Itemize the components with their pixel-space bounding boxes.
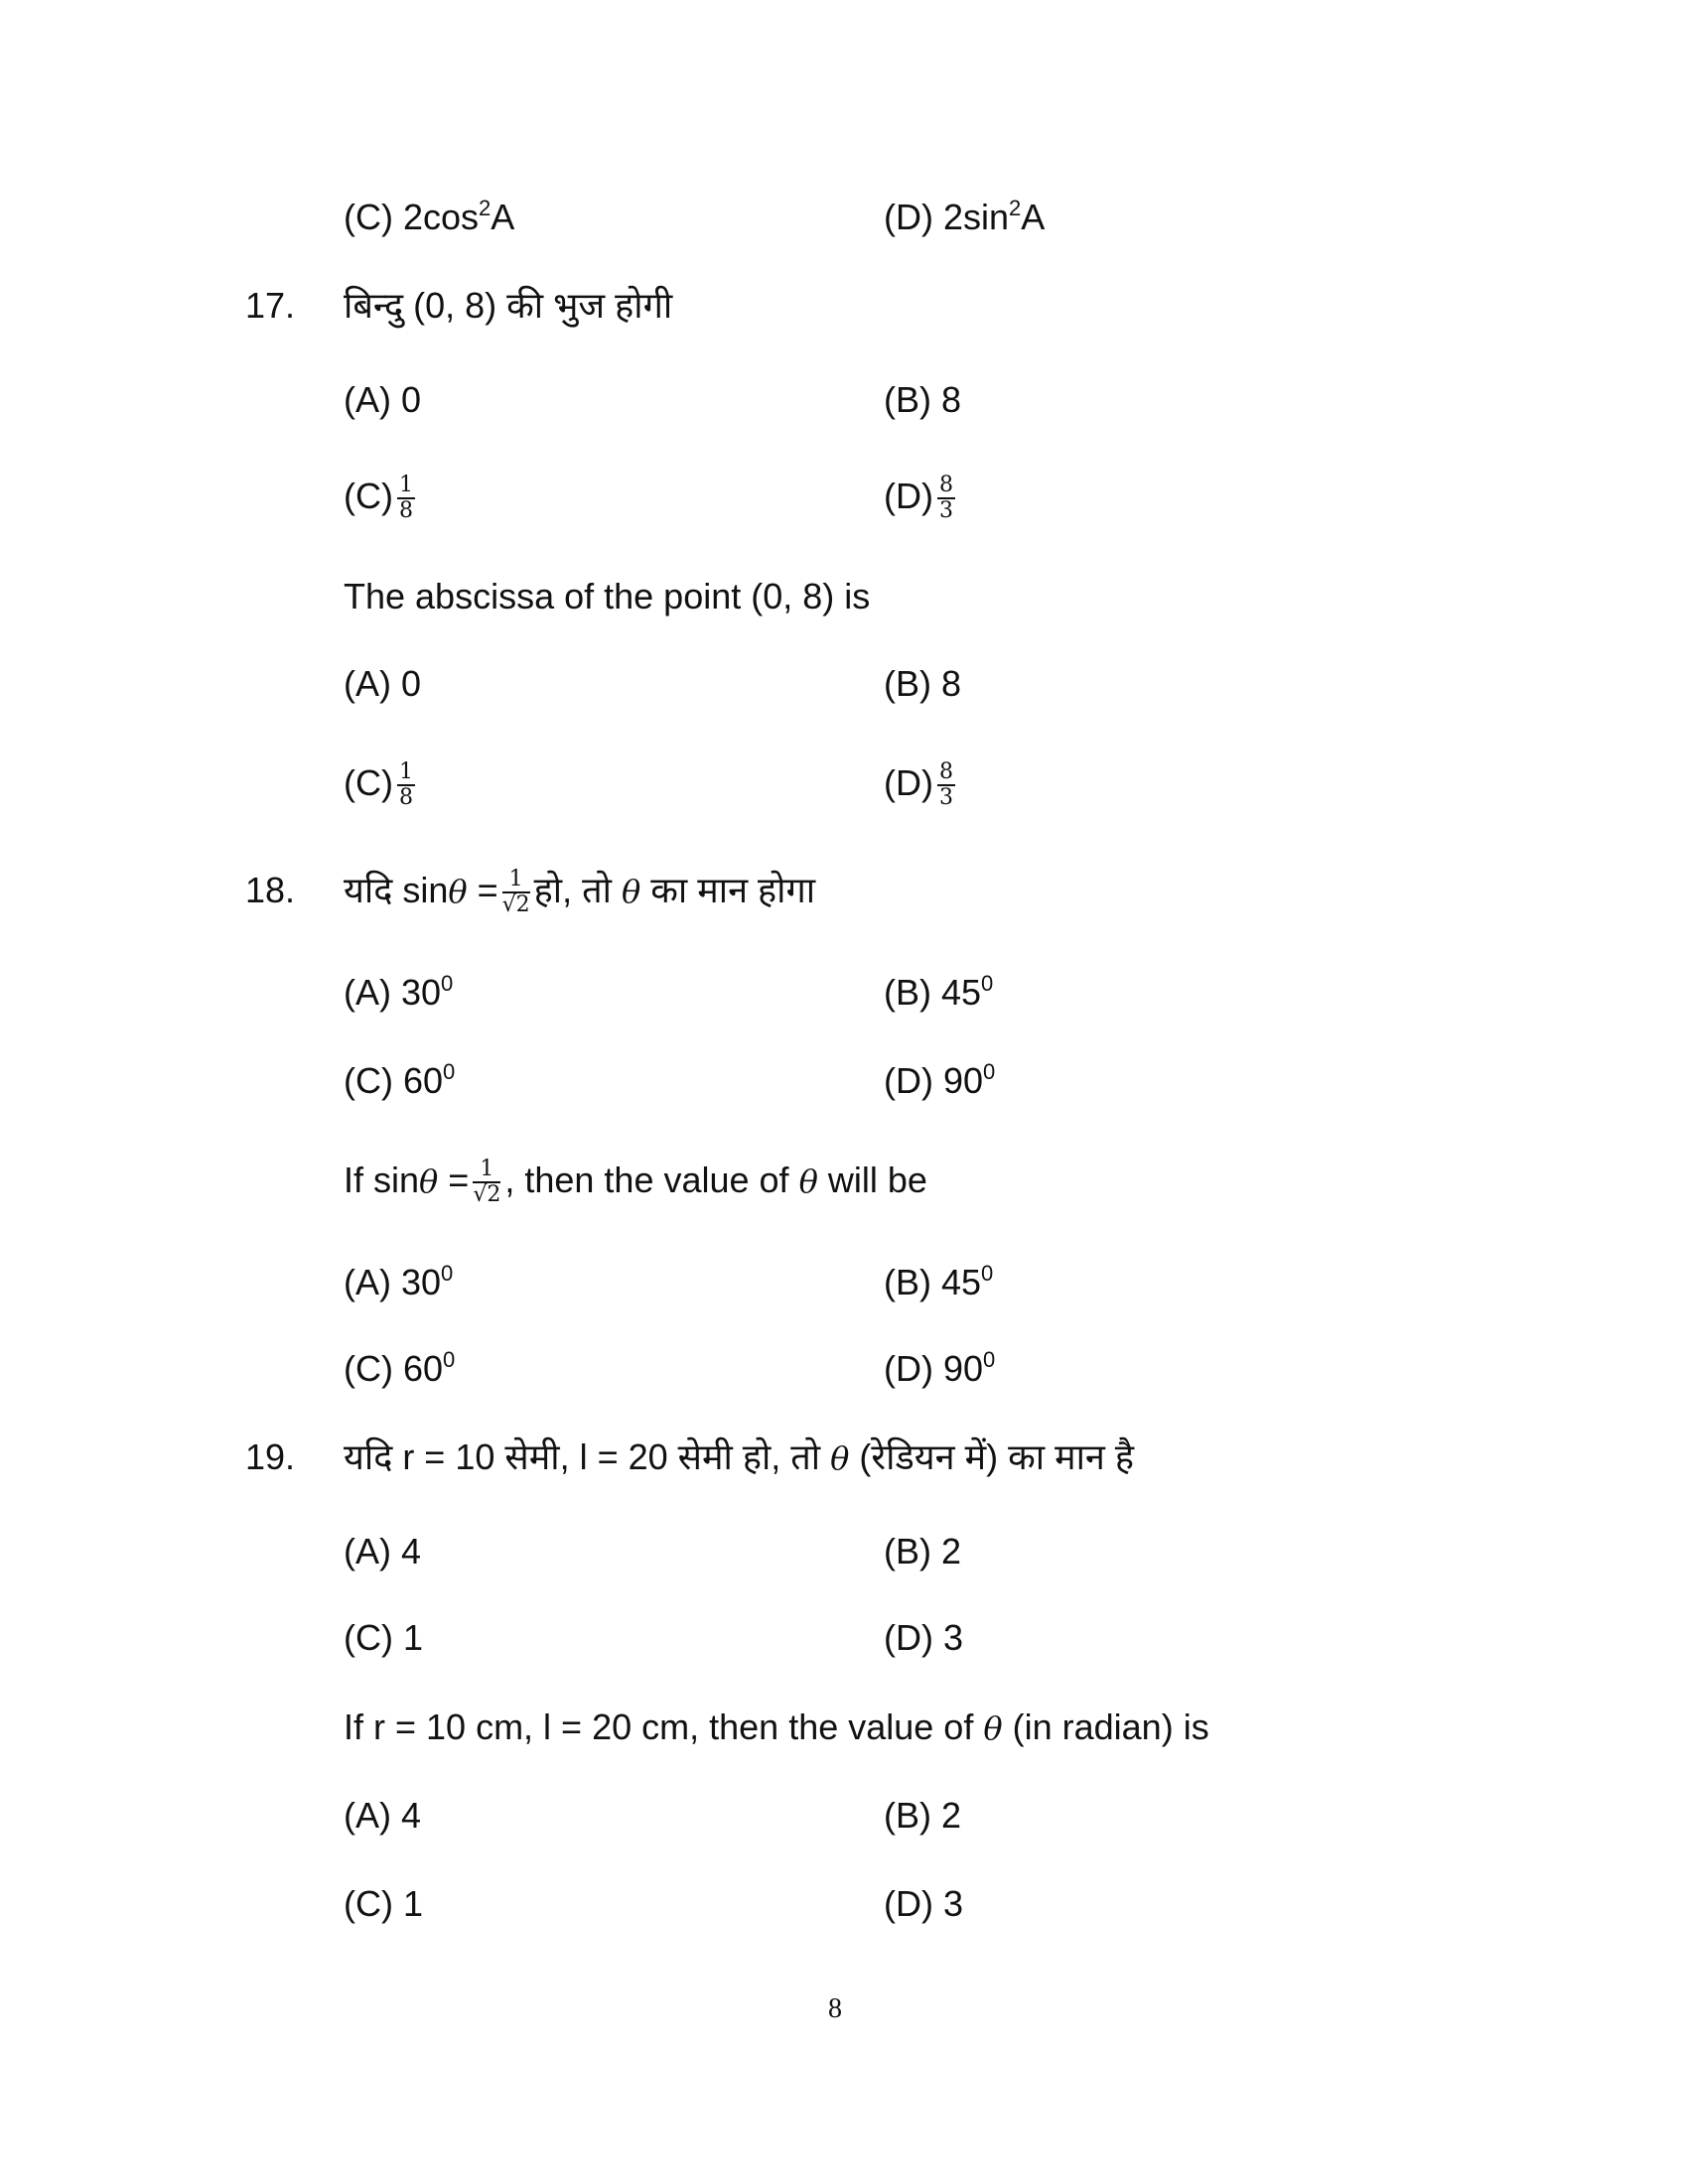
- superscript: 0: [981, 971, 994, 996]
- superscript: 0: [443, 1347, 456, 1372]
- q17-en-option-b: (B) 8: [884, 663, 962, 704]
- q16-option-c: [344, 193, 514, 242]
- q18-number: 18.: [245, 870, 296, 910]
- option-text: (B) 45: [884, 1262, 982, 1302]
- superscript: 2: [1009, 196, 1022, 220]
- theta: θ: [448, 873, 468, 910]
- text: यदि sin: [344, 870, 449, 910]
- q18-hi-option-d: [884, 1056, 995, 1106]
- numerator: 8: [938, 473, 953, 498]
- q17-hindi-question: बिन्दु (0, 8) की भुज होगी: [344, 285, 673, 326]
- numerator: 1: [473, 1158, 500, 1183]
- option-text: (C) 60: [344, 1060, 444, 1101]
- q18-hi-option-b: [884, 968, 993, 1018]
- option-label: (C): [344, 762, 393, 803]
- q18-english-question: [344, 1156, 927, 1208]
- text: will be: [827, 1160, 927, 1200]
- option-label: (D): [884, 762, 933, 803]
- q17-hi-option-c: [344, 472, 419, 524]
- theta: θ: [983, 1709, 1003, 1747]
- option-text: (D) 90: [884, 1060, 984, 1101]
- option-label: (C): [344, 476, 393, 516]
- q17-en-option-d: [884, 758, 959, 811]
- q17-en-option-a: (A) 0: [344, 663, 422, 704]
- q17-hi-option-d: [884, 472, 959, 524]
- denominator: √2: [473, 1182, 501, 1208]
- option-text: (A) 30: [344, 972, 442, 1013]
- q17-hi-option-a: (A) 0: [344, 379, 422, 420]
- numerator: 1: [502, 868, 530, 893]
- q19-hi-option-c: (C) 1: [344, 1617, 423, 1658]
- text: If r = 10 cm, l = 20 cm, then the value of: [344, 1706, 974, 1747]
- denominator: 3: [938, 785, 953, 811]
- q18-en-option-b: [884, 1258, 993, 1307]
- text: हो, तो: [533, 870, 612, 910]
- text: (in radian) is: [1012, 1706, 1209, 1747]
- page-number: 8: [828, 1993, 842, 2024]
- option-text: (B) 45: [884, 972, 982, 1013]
- fraction: [937, 474, 955, 523]
- superscript: 0: [441, 1261, 454, 1286]
- option-text: (D) 90: [884, 1348, 984, 1389]
- q19-hindi-question: [344, 1433, 1134, 1482]
- denominator: 8: [398, 498, 413, 524]
- q18-hindi-question: [344, 866, 816, 918]
- text: , then the value of: [504, 1160, 789, 1200]
- q19-hi-option-d: (D) 3: [884, 1617, 963, 1658]
- q18-hi-option-c: [344, 1056, 455, 1106]
- q18-en-option-d: [884, 1344, 995, 1394]
- q17-en-option-c: [344, 758, 419, 811]
- q18-hi-option-a: [344, 968, 453, 1018]
- option-text: (C) 60: [344, 1348, 444, 1389]
- theta: θ: [830, 1439, 850, 1477]
- superscript: 0: [981, 1261, 994, 1286]
- q17-english-question: The abscissa of the point (0, 8) is: [344, 576, 871, 616]
- option-text: (D) 2sin: [884, 197, 1010, 237]
- fraction: [473, 1158, 500, 1207]
- text: =: [438, 1160, 470, 1200]
- fraction: [937, 760, 955, 810]
- fraction: [397, 760, 415, 810]
- q19-hi-option-a: (A) 4: [344, 1531, 422, 1571]
- superscript: 0: [983, 1059, 996, 1084]
- numerator: 8: [938, 759, 953, 785]
- superscript: 0: [441, 971, 454, 996]
- q19-en-option-d: (D) 3: [884, 1883, 963, 1924]
- q19-hi-option-b: (B) 2: [884, 1531, 962, 1571]
- text: (रेडियन में) का मान है: [859, 1436, 1135, 1477]
- q19-en-option-c: (C) 1: [344, 1883, 423, 1924]
- numerator: 1: [398, 473, 413, 498]
- q18-en-option-a: [344, 1258, 453, 1307]
- option-label: (D): [884, 476, 933, 516]
- q19-en-option-b: (B) 2: [884, 1795, 962, 1836]
- q16-option-d: [884, 193, 1045, 242]
- q19-en-option-a: (A) 4: [344, 1795, 422, 1836]
- text: If sin: [344, 1160, 420, 1200]
- option-text: A: [1021, 197, 1046, 237]
- q18-en-option-c: [344, 1344, 455, 1394]
- fraction: [502, 868, 530, 917]
- theta: θ: [621, 873, 641, 910]
- theta: θ: [798, 1162, 818, 1200]
- q17-hi-option-b: (B) 8: [884, 379, 962, 420]
- denominator: 8: [398, 785, 413, 811]
- text: का मान होगा: [650, 870, 816, 910]
- superscript: 2: [479, 196, 492, 220]
- q19-number: 19.: [245, 1436, 296, 1477]
- numerator: 1: [398, 759, 413, 785]
- option-text: (A) 30: [344, 1262, 442, 1302]
- q17-number: 17.: [245, 285, 296, 326]
- theta: θ: [419, 1162, 439, 1200]
- superscript: 0: [443, 1059, 456, 1084]
- superscript: 0: [983, 1347, 996, 1372]
- fraction: [397, 474, 415, 523]
- text: यदि r = 10 सेमी, l = 20 सेमी हो, तो: [344, 1436, 821, 1477]
- q19-english-question: [344, 1703, 1209, 1752]
- denominator: 3: [938, 498, 953, 524]
- option-text: A: [491, 197, 515, 237]
- text: =: [467, 870, 498, 910]
- option-text: (C) 2cos: [344, 197, 480, 237]
- denominator: √2: [501, 892, 530, 918]
